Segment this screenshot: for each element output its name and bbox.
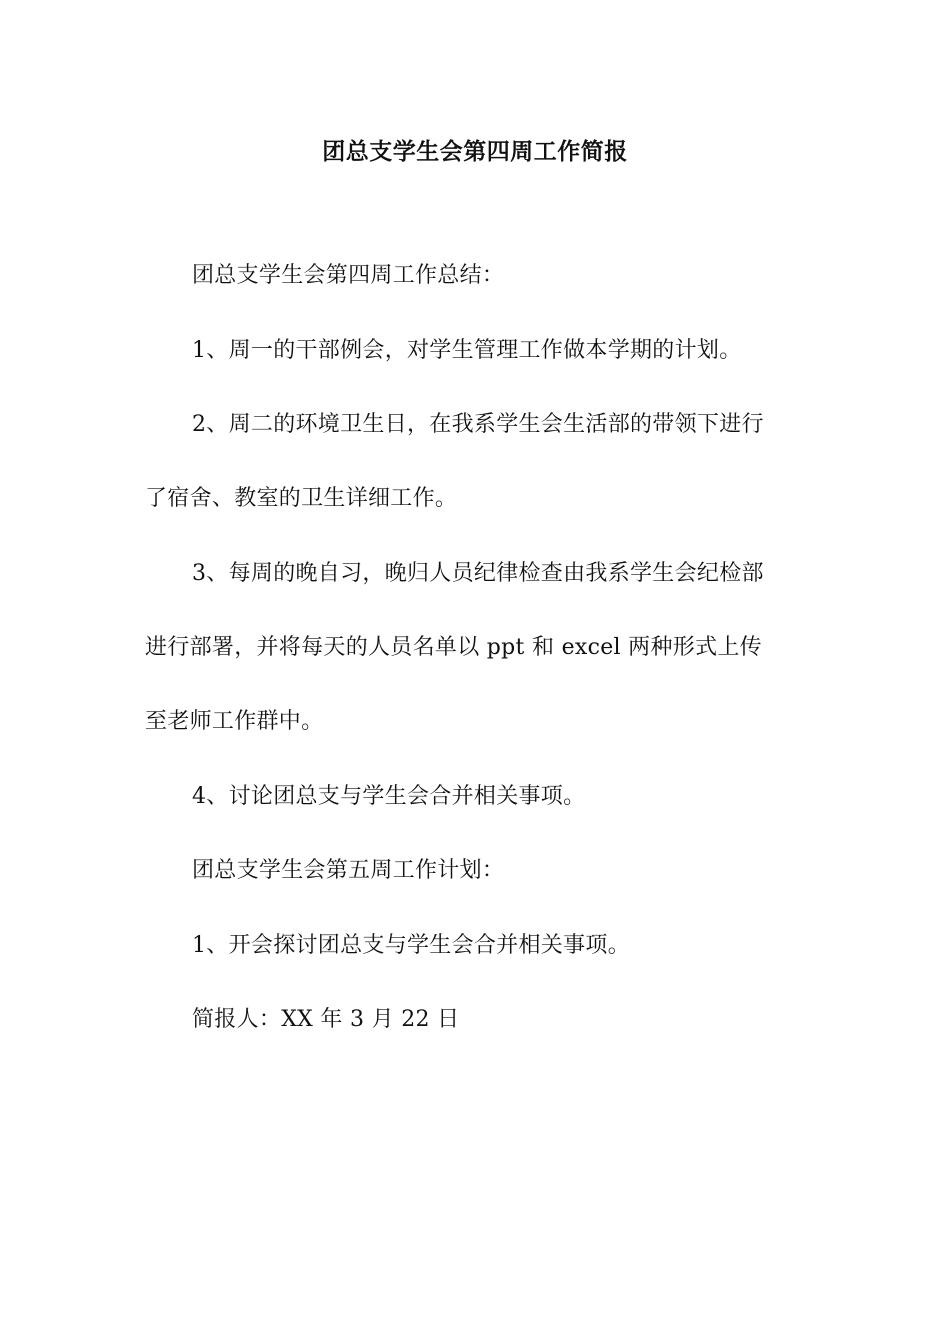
- paragraph-item-3-line-3: 至老师工作群中。: [145, 709, 324, 734]
- document-title: 团总支学生会第四周工作简报: [322, 138, 628, 165]
- paragraph-item-3-line-1: 3、每周的晚自习，晚归人员纪律检查由我系学生会纪检部: [192, 561, 764, 586]
- summary-heading: 团总支学生会第四周工作总结：: [192, 263, 505, 288]
- paragraph-item-1: 1、周一的干部例会，对学生管理工作做本学期的计划。: [192, 338, 742, 363]
- paragraph-item-2-line-2: 了宿舍、教室的卫生详细工作。: [145, 486, 458, 511]
- plan-item-1: 1、开会探讨团总支与学生会合并相关事项。: [192, 933, 630, 958]
- report-signature: 简报人：XX 年 3 月 22 日: [192, 1007, 460, 1032]
- plan-heading: 团总支学生会第五周工作计划：: [192, 858, 505, 883]
- paragraph-item-4: 4、讨论团总支与学生会合并相关事项。: [192, 784, 586, 809]
- paragraph-item-2-line-1: 2、周二的环境卫生日，在我系学生会生活部的带领下进行: [192, 412, 764, 437]
- paragraph-item-3-line-2: 进行部署，并将每天的人员名单以 ppt 和 excel 两种形式上传: [145, 635, 762, 660]
